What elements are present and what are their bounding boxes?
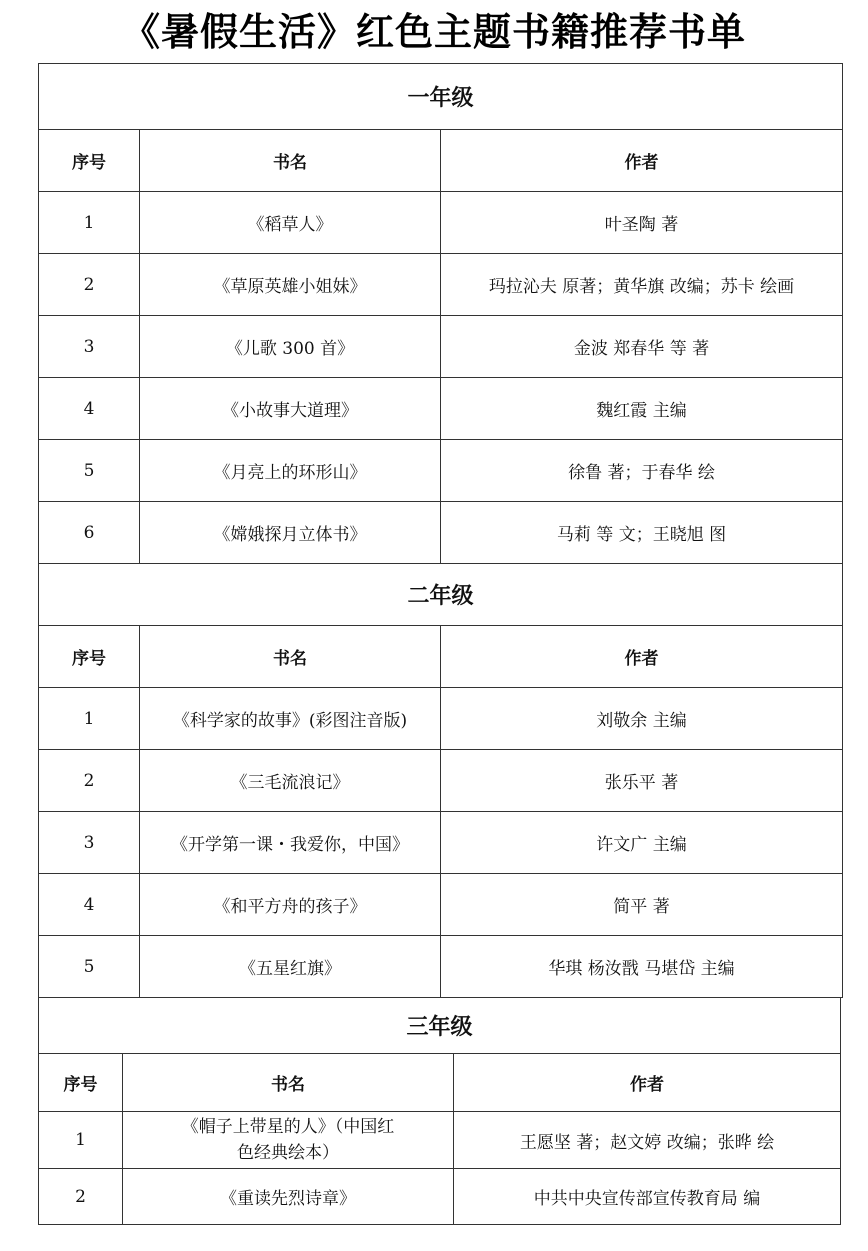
grade-3-heading: 三年级 [39,998,841,1054]
column-header-book: 书名 [140,626,441,688]
row-author: 华琪 杨汝戬 马堪岱 主编 [441,936,843,998]
row-author: 叶圣陶 著 [441,192,843,254]
row-no: 2 [39,254,140,316]
table-row [39,192,843,254]
row-author: 许文广 主编 [441,812,843,874]
row-no: 1 [39,192,140,254]
row-book-line-2: 色经典绘本） [237,1143,339,1163]
row-author: 金波 郑春华 等 著 [441,316,843,378]
table-row [39,1112,841,1169]
row-no: 5 [39,936,140,998]
grade-1-heading: 一年级 [39,64,843,130]
table-row [39,812,843,874]
column-header-no: 序号 [39,1054,123,1112]
table-row [39,316,843,378]
row-author: 徐鲁 著；于春华 绘 [441,440,843,502]
row-no: 4 [39,378,140,440]
table-row [39,254,843,316]
row-no: 4 [39,874,140,936]
column-header-book: 书名 [140,130,441,192]
row-author: 简平 著 [441,874,843,936]
page-title: 《暑假生活》红色主题书籍推荐书单 [121,10,746,54]
grade-1-table [38,63,843,564]
row-no: 2 [39,750,140,812]
table-row [39,378,843,440]
row-no: 1 [39,1112,123,1169]
row-author: 玛拉沁夫 原著；黄华旗 改编；苏卡 绘画 [441,254,843,316]
table-row [39,1169,841,1225]
table-row [39,502,843,564]
row-no: 1 [39,688,140,750]
row-no: 2 [39,1169,123,1225]
column-header-no: 序号 [39,626,140,688]
row-author: 王愿坚 著；赵文婷 改编；张晔 绘 [454,1112,841,1169]
row-book-line-1: 《帽子上带星的人》（中国红 [181,1117,395,1137]
grade-2-table [38,563,843,998]
column-header-author: 作者 [441,626,843,688]
row-book: 《科学家的故事》(彩图注音版) [140,688,441,750]
row-no: 3 [39,316,140,378]
grade-2-heading: 二年级 [39,564,843,626]
row-book: 《三毛流浪记》 [140,750,441,812]
row-book: 《五星红旗》 [140,936,441,998]
row-book: 《儿歌 300 首》 [140,316,441,378]
row-author: 魏红霞 主编 [441,378,843,440]
table-row [39,750,843,812]
row-no: 3 [39,812,140,874]
column-header-author: 作者 [441,130,843,192]
row-book: 《开学第一课・我爱你，中国》 [140,812,441,874]
row-no: 5 [39,440,140,502]
row-book: 《和平方舟的孩子》 [140,874,441,936]
row-author: 马莉 等 文；王晓旭 图 [441,502,843,564]
row-author: 中共中央宣传部宣传教育局 编 [454,1169,841,1225]
row-book: 《月亮上的环形山》 [140,440,441,502]
row-book: 《小故事大道理》 [140,378,441,440]
column-header-book: 书名 [123,1054,454,1112]
column-header-no: 序号 [39,130,140,192]
row-book: 《嫦娥探月立体书》 [140,502,441,564]
grade-3-table [38,997,841,1225]
row-author: 张乐平 著 [441,750,843,812]
row-book: 《稻草人》 [140,192,441,254]
row-author: 刘敬余 主编 [441,688,843,750]
column-header-author: 作者 [454,1054,841,1112]
table-row [39,688,843,750]
row-no: 6 [39,502,140,564]
table-row [39,874,843,936]
table-row [39,936,843,998]
row-book: 《重读先烈诗章》 [123,1169,454,1225]
table-row [39,440,843,502]
row-book: 《草原英雄小姐妹》 [140,254,441,316]
row-book [123,1112,454,1169]
